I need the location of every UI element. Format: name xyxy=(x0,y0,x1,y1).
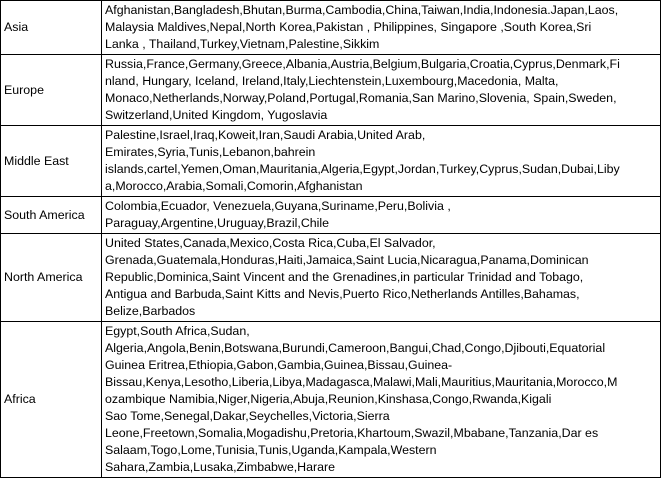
countries-cell xyxy=(102,197,661,234)
countries-line: a,Morocco,Arabia,Somali,Comorin,Afghanistan xyxy=(105,179,363,193)
table-row xyxy=(1,1,661,55)
region-cell: South America xyxy=(1,197,102,234)
region-cell: North America xyxy=(1,234,102,322)
countries-line: Guinea Eritrea,Ethiopia,Gabon,Gambia,Guinea,Bissau,Guinea- xyxy=(105,358,453,372)
countries-line: islands,cartel,Yemen,Oman,Mauritania,Algeria,Egypt,Jordan,Turkey,Cyprus,Sudan,Dubai,Liby xyxy=(105,162,620,176)
region-cell: Africa xyxy=(1,322,102,478)
countries-line: Salaam,Togo,Lome,Tunisia,Tunis,Uganda,Kampala,Western xyxy=(105,443,437,457)
countries-line: Belize,Barbados xyxy=(105,304,196,318)
table-row xyxy=(1,197,661,234)
countries-line: nland, Hungary, Iceland, Ireland,Italy,Liechtenstein,Luxembourg,Macedonia, Malta, xyxy=(105,74,559,88)
countries-line: Grenada,Guatemala,Honduras,Haiti,Jamaica,Saint Lucia,Nicaragua,Panama,Dominican xyxy=(105,253,589,267)
countries-cell xyxy=(102,126,661,197)
countries-line: Afghanistan,Bangladesh,Bhutan,Burma,Cambodia,China,Taiwan,India,Indonesia.Japan,Laos, xyxy=(105,3,619,17)
table-row xyxy=(1,234,661,322)
countries-line: Monaco,Netherlands,Norway,Poland,Portugal,Romania,San Marino,Slovenia, Spain,Sweden, xyxy=(105,91,617,105)
countries-line: Switzerland,United Kingdom, Yugoslavia xyxy=(105,108,328,122)
countries-line: Antigua and Barbuda,Saint Kitts and Nevis,Puerto Rico,Netherlands Antilles,Bahamas, xyxy=(105,287,580,301)
countries-cell xyxy=(102,234,661,322)
countries-line: Lanka , Thailand,Turkey,Vietnam,Palestine,Sikkim xyxy=(105,37,380,51)
countries-line: ozambique Namibia,Niger,Nigeria,Abuja,Reunion,Kinshasa,Congo,Rwanda,Kigali xyxy=(105,392,552,406)
table-row xyxy=(1,126,661,197)
countries-cell xyxy=(102,1,661,55)
countries-line: Emirates,Syria,Tunis,Lebanon,bahrein xyxy=(105,145,316,159)
countries-line: Algeria,Angola,Benin,Botswana,Burundi,Cameroon,Bangui,Chad,Congo,Djibouti,Equatorial xyxy=(105,341,606,355)
region-cell: Asia xyxy=(1,1,102,55)
countries-line: Sao Tome,Senegal,Dakar,Seychelles,Victoria,Sierra xyxy=(105,409,390,423)
table-row xyxy=(1,55,661,126)
countries-cell xyxy=(102,322,661,478)
countries-line: Palestine,Israel,Iraq,Koweit,Iran,Saudi Arabia,United Arab, xyxy=(105,128,426,142)
table-row xyxy=(1,322,661,478)
countries-line: Republic,Dominica,Saint Vincent and the Grenadines,in particular Trinidad and Tobago, xyxy=(105,270,584,284)
region-cell: Middle East xyxy=(1,126,102,197)
countries-line: Malaysia Maldives,Nepal,North Korea,Pakistan , Philippines, Singapore ,South Korea,Sri xyxy=(105,20,592,34)
countries-line: United States,Canada,Mexico,Costa Rica,Cuba,El Salvador, xyxy=(105,236,436,250)
countries-line: Egypt,South Africa,Sudan, xyxy=(105,324,250,338)
countries-line: Russia,France,Germany,Greece,Albania,Austria,Belgium,Bulgaria,Croatia,Cyprus,Denmark,Fi xyxy=(105,57,620,71)
countries-line: Paraguay,Argentine,Uruguay,Brazil,Chile xyxy=(105,216,330,230)
region-cell: Europe xyxy=(1,55,102,126)
countries-line: Bissau,Kenya,Lesotho,Liberia,Libya,Madagasca,Malawi,Mali,Mauritius,Mauritania,Morocco,M xyxy=(105,375,618,389)
countries-line: Leone,Freetown,Somalia,Mogadishu,Pretoria,Khartoum,Swazil,Mbabane,Tanzania,Dar es xyxy=(105,426,599,440)
countries-line: Colombia,Ecuador, Venezuela,Guyana,Suriname,Peru,Bolivia , xyxy=(105,199,451,213)
table-body xyxy=(1,1,661,478)
countries-cell xyxy=(102,55,661,126)
countries-line: Sahara,Zambia,Lusaka,Zimbabwe,Harare xyxy=(105,460,336,474)
